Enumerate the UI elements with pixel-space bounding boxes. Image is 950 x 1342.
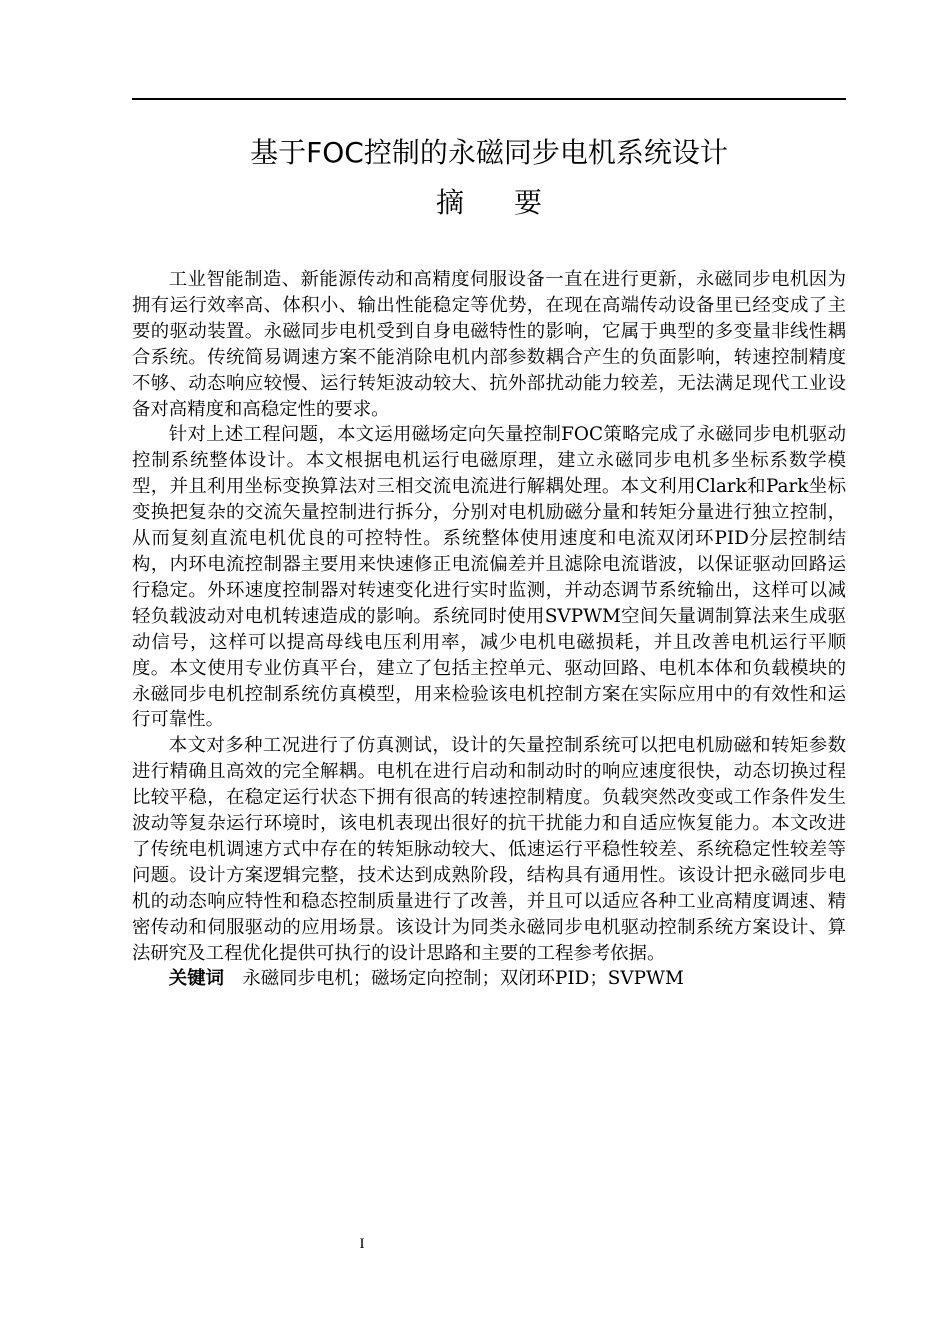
paper-title: 基于FOC控制的永磁同步电机系统设计 [250, 136, 728, 169]
page-number: I [359, 1236, 365, 1252]
abstract-paragraph-3: 本文对多种工况进行了仿真测试，设计的矢量控制系统可以把电机励磁和转矩参数进行精确且高效的完全解耦。电机在进行启动和制动时的响应速度很快，动态切换过程比较平稳，在稳定运行状态下拥有很高的转速控制精度。负载突然改变或工作条件发生波动等复杂运行环境时，该电机表现出很好的抗干扰能力和自适应恢复能力。本文改进了传统电机调速方式中存在的转矩脉动较大、低速运行平稳性较差、系统稳定性较差等问题。设计方案逻辑完整，技术达到成熟阶段，结构具有通用性。该设计把永磁同步电机的动态响应特性和稳态控制质量进行了改善，并且可以适应各种工业高精度调速、精密传动和伺服驱动的应用场景。该设计为同类永磁同步电机驱动控制系统方案设计、算法研究及工程优化提供可执行的设计思路和主要的工程参考依据。 [132, 735, 846, 964]
keywords-label: 关键词 [168, 968, 224, 990]
abstract-heading: 摘要 [435, 186, 592, 219]
abstract-body [132, 267, 846, 992]
abstract-paragraph-1: 工业智能制造、新能源传动和高精度伺服设备一直在进行更新，永磁同步电机因为拥有运行效率高、体积小、输出性能稳定等优势，在现在高端传动设备里已经变成了主要的驱动装置。永磁同步电机受到自身电磁特性的影响，它属于典型的多变量非线性耦合系统。传统简易调速方案不能消除电机内部参数耦合产生的负面影响，转速控制精度不够、动态响应较慢、运行转矩波动较大、抗外部扰动能力较差，无法满足现代工业设备对高精度和高稳定性的要求。 [132, 269, 846, 420]
keywords-line [132, 966, 846, 992]
header-rule [132, 98, 846, 100]
abstract-paragraph-2: 针对上述工程问题，本文运用磁场定向矢量控制FOC策略完成了永磁同步电机驱动控制系统整体设计。本文根据电机运行电磁原理，建立永磁同步电机多坐标系数学模型，并且利用坐标变换算法对三相交流电流进行解耦处理。本文利用Clark和Park坐标变换把复杂的交流矢量控制进行拆分，分别对电机励磁分量和转矩分量进行独立控制，从而复刻直流电机优良的可控特性。系统整体使用速度和电流双闭环PID分层控制结构，内环电流控制器主要用来快速修正电流偏差并且滤除电流谐波，以保证驱动回路运行稳定。外环速度控制器对转速变化进行实时监测，并动态调节系统输出，这样可以减轻负载波动对电机转速造成的影响。系统同时使用SVPWM空间矢量调制算法来生成驱动信号，这样可以提高母线电压利用率，减少电机电磁损耗，并且改善电机运行平顺度。本文使用专业仿真平台，建立了包括主控单元、驱动回路、电机本体和负载模块的永磁同步电机控制系统仿真模型，用来检验该电机控制方案在实际应用中的有效性和运行可靠性。 [132, 424, 846, 731]
keywords-text: 永磁同步电机；磁场定向控制；双闭环PID；SVPWM [242, 968, 684, 990]
